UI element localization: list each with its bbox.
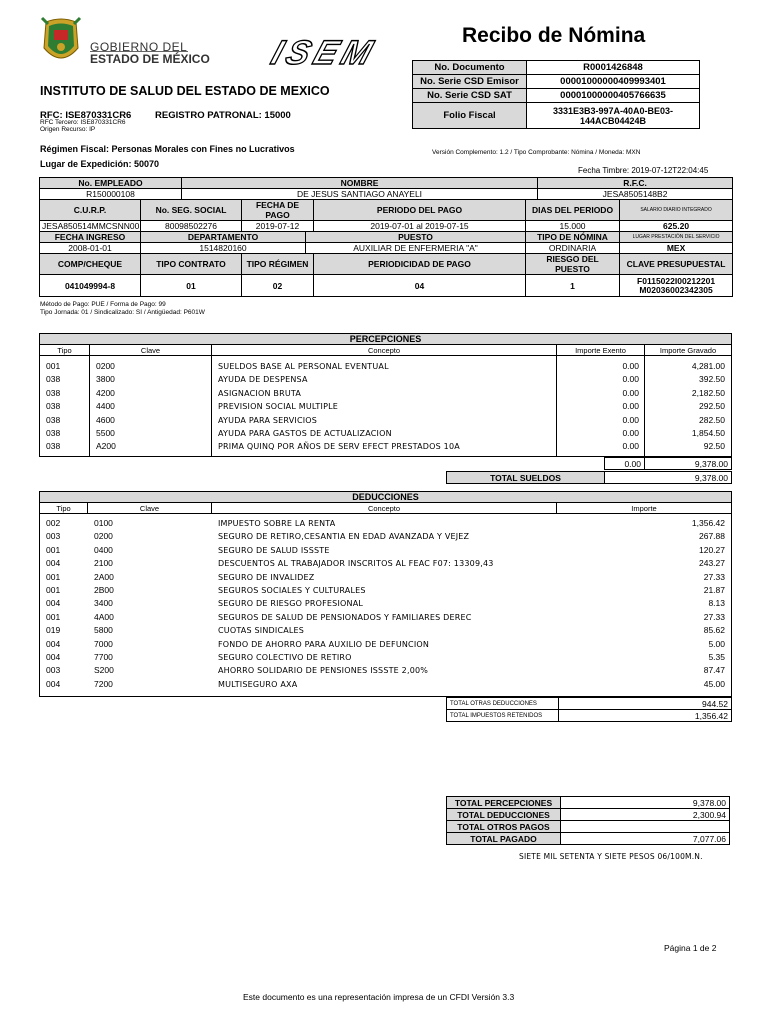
employee-header-row: C.U.R.P. No. SEG. SOCIAL FECHA DE PAGO PERIODO DEL PAGO DIAS DEL PERIODO SALARIO DIARIO INTEGRADO (40, 200, 733, 221)
percepcion-cell: 038 (46, 401, 61, 412)
percepcion-cell: 92.50 (703, 441, 725, 452)
grand-totals-table (446, 796, 730, 845)
total-row: TOTAL PAGADO 7,077.06 (447, 833, 730, 845)
deducciones-section (39, 491, 732, 697)
deduccion-cell: S200 (94, 665, 114, 676)
employee-value-row: 041049994-8 01 02 04 1 F0115022I00212201 M02036002342305 (40, 275, 733, 297)
deduccion-cell: 5800 (94, 625, 113, 636)
institution-name: INSTITUTO DE SALUD DEL ESTADO DE MEXICO (40, 84, 330, 98)
percepcion-cell: 3800 (96, 374, 115, 385)
deduccion-cell: MULTISEGURO AXA (218, 679, 298, 689)
deduccion-cell: 267.88 (699, 531, 725, 542)
deduccion-cell: 7700 (94, 652, 113, 662)
deducciones-title: DEDUCCIONES (40, 492, 731, 503)
employee-header-row: COMP/CHEQUE TIPO CONTRATO TIPO RÉGIMEN PERIODICIDAD DE PAGO RIESGO DEL PUESTO CLAVE PRESUPUESTAL (40, 254, 733, 275)
percepcion-cell: PRIMA QUINQ POR AÑOS DE SERV EFECT PRESTADOS 10A (218, 442, 460, 452)
percepcion-row (40, 360, 731, 373)
deduccion-cell: SEGUROS SOCIALES Y CULTURALES (218, 586, 366, 595)
percepcion-cell: 001 (46, 361, 61, 371)
percepciones-section (39, 333, 732, 457)
percepcion-row (40, 440, 731, 453)
isem-logo (265, 34, 383, 68)
percepcion-cell: 1,854.50 (691, 428, 725, 438)
deduccion-cell: 019 (46, 625, 61, 636)
deduccion-cell: 002 (46, 518, 61, 528)
deduccion-cell: 21.87 (703, 585, 725, 595)
deduccion-cell: 001 (46, 611, 61, 622)
impuestos-retenidos-row: TOTAL IMPUESTOS RETENIDOS 1,356.42 (447, 710, 732, 722)
deduccion-cell: AHORRO SOLIDARIO DE PENSIONES ISSSTE 2,00% (218, 666, 429, 676)
total-row: TOTAL DEDUCCIONES 2,300.94 (447, 809, 730, 821)
deduccion-cell: IMPUESTO SOBRE LA RENTA (218, 519, 336, 528)
percepciones-columns: Tipo Clave Concepto Importe Exento Importe Gravado (40, 345, 731, 356)
metodo-pago: Método de Pago: PUE / Forma de Pago: 99 (40, 301, 166, 308)
deduccion-cell: SEGURO COLECTIVO DE RETIRO (218, 653, 352, 662)
deduccion-cell: 0100 (94, 518, 113, 528)
doc-row: No. Serie CSD SAT 00001000000405766635 (413, 89, 700, 103)
deduccion-row (40, 544, 731, 557)
deduccion-cell: 0400 (94, 544, 113, 555)
percepcion-cell: 0.00 (622, 387, 639, 398)
percepcion-cell: 4600 (96, 414, 115, 425)
gov-divider (90, 51, 188, 52)
percepcion-row (40, 373, 731, 386)
percepcion-cell: 0.00 (622, 428, 639, 438)
total-sueldos-row: TOTAL SUELDOS 9,378.00 (447, 472, 732, 484)
lugar-expedicion: Lugar de Expedición: 50070 (40, 159, 160, 169)
deduccion-row (40, 571, 731, 584)
percepcion-cell: A200 (96, 441, 116, 452)
document-info-table (412, 60, 700, 129)
deduccion-row (40, 624, 731, 637)
deduccion-cell: 2B00 (94, 585, 114, 595)
percepciones-title: PERCEPCIONES (40, 334, 731, 345)
percepcion-cell: 038 (46, 428, 61, 438)
deduccion-cell: 004 (46, 678, 61, 689)
receipt-title: Recibo de Nómina (462, 24, 646, 47)
version-line: Versión Complemento: 1.2 / Tipo Comprobante: Nómina / Moneda: MXN (432, 149, 641, 156)
deduccion-cell: 87.47 (703, 665, 725, 676)
deduccion-cell: 120.27 (699, 544, 725, 555)
percepcion-cell: SUELDOS BASE AL PERSONAL EVENTUAL (218, 362, 389, 371)
deduccion-cell: 5.00 (708, 638, 725, 649)
page-number: Página 1 de 2 (664, 943, 717, 953)
percepcion-cell: 0.00 (622, 401, 639, 412)
deduccion-cell: SEGURO DE RETIRO,CESANTIA EN EDAD AVANZADA Y VEJEZ (218, 532, 470, 542)
percepcion-cell: 4400 (96, 401, 115, 412)
deducciones-totals-table (446, 697, 732, 722)
deduccion-row (40, 611, 731, 624)
deduccion-cell: 2A00 (94, 571, 114, 582)
percepcion-cell: PREVISION SOCIAL MULTIPLE (218, 402, 339, 412)
tipo-jornada: Tipo Jornada: 01 / Sindicalizado: SI / Antigüedad: P601W (40, 309, 205, 316)
deduccion-cell: 004 (46, 558, 61, 569)
percepcion-cell: AYUDA PARA GASTOS DE ACTUALIZACION (218, 429, 392, 438)
deduccion-cell: 001 (46, 544, 61, 555)
fecha-timbre: Fecha Timbre: 2019-07-12T22:04:45 (578, 166, 709, 175)
deduccion-cell: 4A00 (94, 611, 114, 622)
deduccion-cell: 004 (46, 598, 61, 609)
deduccion-row (40, 530, 731, 543)
deduccion-cell: 5.35 (708, 652, 725, 662)
registro-patronal: REGISTRO PATRONAL: 15000 (155, 110, 291, 121)
employee-value-row: JESA850514MMCSNN00 80098502276 2019-07-12 2019-07-01 al 2019-07-15 15.000 625.20 (40, 221, 733, 232)
cfdi-footer: Este documento es una representación impresa de un CFDI Versión 3.3 (243, 992, 515, 1002)
doc-row: Folio Fiscal 3331E3B3-997A-40A0-BE03-144ACB04424B (413, 103, 700, 129)
deduccion-cell: 1,356.42 (691, 518, 725, 528)
deduccion-cell: FONDO DE AHORRO PARA AUXILIO DE DEFUNCION (218, 639, 430, 649)
percepcion-row (40, 414, 731, 427)
deduccion-cell: 003 (46, 665, 61, 676)
employee-header-row: No. EMPLEADO NOMBRE R.F.C. (40, 178, 733, 189)
total-in-words: SIETE MIL SETENTA Y SIETE PESOS 06/100M.N. (519, 852, 703, 861)
deduccion-cell: SEGUROS DE SALUD DE PENSIONADOS Y FAMILIARES DEREC (218, 612, 472, 622)
percepcion-cell: 2,182.50 (691, 387, 725, 398)
percepcion-row (40, 387, 731, 400)
origen-recurso: Origen Recurso: IP (40, 126, 96, 133)
percepcion-cell: 038 (46, 441, 61, 452)
percepcion-cell: 4,281.00 (691, 361, 725, 371)
state-coat-of-arms-logo (38, 14, 84, 70)
total-sueldos-table (446, 471, 732, 484)
employee-header-row: FECHA INGRESO DEPARTAMENTO PUESTO TIPO DE NÓMINA LUGAR PRESTACIÓN DEL SERVICIO (40, 232, 733, 243)
deduccion-row (40, 638, 731, 651)
issuer-rfc: RFC: ISE870331CR6 (40, 110, 132, 121)
deduccion-row (40, 597, 731, 610)
rfc-tercero: RFC Tercero: ISE870331CR6 (40, 119, 126, 126)
total-row: TOTAL OTROS PAGOS (447, 821, 730, 833)
percepcion-cell: 0.00 (622, 361, 639, 371)
deduccion-row (40, 678, 731, 691)
deduccion-cell: 7200 (94, 678, 113, 689)
percepcion-row (40, 427, 731, 440)
percepciones-rows (40, 356, 731, 456)
percepcion-cell: AYUDA PARA SERVICIOS (218, 415, 318, 425)
deducciones-rows (40, 514, 731, 696)
employee-value-row: 2008-01-01 1514820160 AUXILIAR DE ENFERMERIA "A" ORDINARIA MEX (40, 243, 733, 254)
deduccion-cell: CUOTAS SINDICALES (218, 626, 305, 636)
deduccion-cell: 243.27 (699, 558, 725, 569)
percepciones-sum-row: 0.00 9,378.00 (605, 458, 732, 470)
employee-value-row: R150000108 DE JESUS SANTIAGO ANAYELI JESA8505148B2 (40, 189, 733, 200)
doc-row: No. Documento R0001426848 (413, 61, 700, 75)
percepcion-cell: 282.50 (699, 414, 725, 425)
deduccion-cell: 27.33 (703, 571, 725, 582)
deduccion-cell: 0200 (94, 531, 113, 542)
percepcion-cell: 5500 (96, 428, 115, 438)
deduccion-cell: SEGURO DE INVALIDEZ (218, 572, 315, 582)
deduccion-cell: 7000 (94, 638, 113, 649)
deduccion-cell: 004 (46, 638, 61, 649)
percepcion-cell: 392.50 (699, 374, 725, 385)
deduccion-cell: 27.33 (703, 611, 725, 622)
percepcion-row (40, 400, 731, 413)
deduccion-cell: 004 (46, 652, 61, 662)
deduccion-cell: DESCUENTOS AL TRABAJADOR INSCRITOS AL FEAC F07: 13309,43 (218, 559, 494, 569)
percepcion-cell: 0.00 (622, 414, 639, 425)
percepcion-cell: AYUDA DE DESPENSA (218, 375, 308, 385)
deducciones-columns: Tipo Clave Concepto Importe (40, 503, 731, 514)
isem-logo-text: ISEM (266, 34, 378, 68)
total-row: TOTAL PERCEPCIONES 9,378.00 (447, 797, 730, 809)
percepcion-cell: 0.00 (622, 374, 639, 385)
deduccion-cell: SEGURO DE SALUD ISSSTE (218, 545, 330, 555)
deduccion-cell: 001 (46, 571, 61, 582)
gov-name-line1: GOBIERNO DEL (90, 40, 188, 54)
deduccion-row (40, 664, 731, 677)
percepcion-cell: 0.00 (622, 441, 639, 452)
percepcion-cell: 038 (46, 414, 61, 425)
deduccion-row (40, 517, 731, 530)
deduccion-cell: 8.13 (708, 598, 725, 609)
percepcion-cell: 038 (46, 387, 61, 398)
gov-name-line2: ESTADO DE MÉXICO (90, 52, 210, 66)
doc-row: No. Serie CSD Emisor 00001000000409993401 (413, 75, 700, 89)
deduccion-cell: 001 (46, 585, 61, 595)
deduccion-cell: 2100 (94, 558, 113, 569)
employee-info-table (39, 177, 733, 297)
deduccion-cell: 45.00 (703, 678, 725, 689)
percepciones-sum-table (604, 457, 732, 470)
deduccion-row (40, 651, 731, 664)
deduccion-cell: 85.62 (703, 625, 725, 636)
deduccion-row (40, 557, 731, 570)
deduccion-cell: 3400 (94, 598, 113, 609)
percepcion-cell: 292.50 (699, 401, 725, 412)
otras-deducciones-row: TOTAL OTRAS DEDUCCIONES 944.52 (447, 698, 732, 710)
deduccion-cell: 003 (46, 531, 61, 542)
percepcion-cell: 4200 (96, 387, 115, 398)
deduccion-row (40, 584, 731, 597)
regimen-fiscal: Régimen Fiscal: Personas Morales con Fines no Lucrativos (40, 144, 295, 154)
percepcion-cell: 0200 (96, 361, 115, 371)
deduccion-cell: SEGURO DE RIESGO PROFESIONAL (218, 599, 364, 609)
percepcion-cell: ASIGNACION BRUTA (218, 388, 302, 398)
percepcion-cell: 038 (46, 374, 61, 385)
